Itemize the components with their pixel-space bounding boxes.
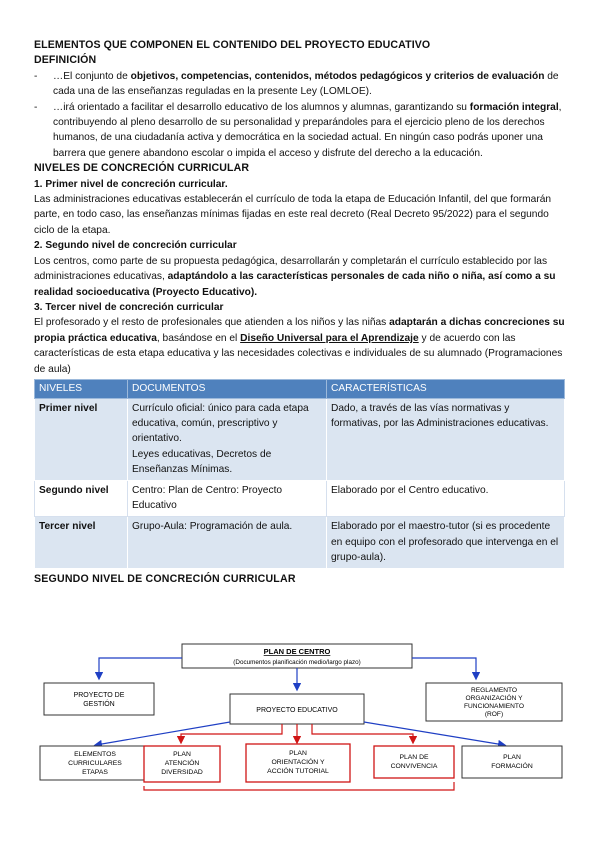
plan-centro-label: PLAN DE CENTRO — [263, 647, 331, 656]
definicion-bullet-2: - …irá orientado a facilitar el desarrollo educativo de los alumnos y alumnas, garantizando su formación integral, contribuyendo al pleno desarrollo de su personalidad y preparándoles para el ejercicio pleno de los derechos humanos, de una ciudadanía activa y democrática en la sociedad actual. En ningún caso podrás uponer una barrera que genere abandono escolar o impida el acceso y disfrute del derecho a la educación. — [34, 101, 562, 159]
svg-text:PLAN: PLAN — [289, 750, 307, 757]
nivel-1-text: Las administraciones educativas establecerán el currículo de toda la etapa de Educación Infantil, del que formarán parte, en todo caso, las enseñanzas mínimas fijadas en este real decreto (Real Decreto 95/2022) para el segundo ciclo de la etapa. — [34, 194, 552, 236]
proyecto-educativo-label: PROYECTO EDUCATIVO — [256, 707, 338, 714]
plan-centro-sublabel: (Documentos planificación medio/largo plazo) — [233, 659, 361, 666]
bullet-dash: - — [34, 101, 38, 113]
svg-text:DIVERSIDAD: DIVERSIDAD — [161, 769, 203, 776]
table-cell-nivel: Tercer nivel — [35, 517, 128, 569]
diagram-heading: SEGUNDO NIVEL DE CONCRECIÓN CURRICULAR — [34, 572, 296, 585]
table-cell-caracteristicas: Elaborado por el Centro educativo. — [327, 480, 565, 516]
svg-text:ETAPAS: ETAPAS — [82, 769, 108, 776]
plan-formacion-box — [462, 746, 562, 778]
svg-text:PLAN DE: PLAN DE — [399, 754, 429, 761]
table-cell-documentos: Centro: Plan de Centro: Proyecto Educativo — [128, 480, 327, 516]
niveles-heading: NIVELES DE CONCRECIÓN CURRICULAR — [34, 162, 250, 175]
arrow-to-convivencia — [312, 724, 413, 742]
bullet-dash: - — [34, 70, 38, 82]
dua-link-text: Diseño Universal para el Aprendizaje — [240, 332, 419, 344]
svg-text:ATENCIÓN: ATENCIÓN — [164, 760, 200, 767]
arrow-to-gestion — [99, 658, 182, 678]
svg-text:ACCIÓN TUTORIAL: ACCIÓN TUTORIAL — [267, 768, 329, 775]
table-header: NIVELES — [35, 379, 128, 398]
red-bracket — [144, 782, 454, 790]
table-cell-documentos: Grupo-Aula: Programación de aula. — [128, 517, 327, 569]
plan-convivencia-box — [374, 746, 454, 778]
svg-text:ORIENTACIÓN Y: ORIENTACIÓN Y — [271, 759, 325, 766]
nivel-2-text: Los centros, como parte de su propuesta pedagógica, desarrollarán y completarán el currículo establecido por las administraciones educativas, adaptándolo a las características personales de cada niño o niña, así como a su realidad socioeducativa (Proyecto Educativo). — [34, 255, 556, 298]
nivel-3-text: El profesorado y el resto de profesionales que atienden a los niños y las niñas adaptarán a dichas concreciones su propia práctica educativa, basándose en el Diseño Universal para el Aprendizaje y de acuerdo con las características de esta etapa educativa y las necesidades colectivas e individuales de su alumnado (Programaciones de aula) — [34, 317, 565, 375]
svg-text:CONVIVENCIA: CONVIVENCIA — [390, 763, 438, 770]
svg-text:PLAN: PLAN — [503, 754, 521, 761]
levels-table — [34, 379, 565, 569]
definicion-bullet-1: - …El conjunto de objetivos, competencias, contenidos, métodos pedagógicos y criterios de evaluación de cada una de las enseñanzas reguladas en la presente Ley (LOMLOE). — [34, 70, 559, 98]
svg-text:PROYECTO DE: PROYECTO DE — [73, 692, 125, 699]
table-cell-nivel: Segundo nivel — [35, 480, 128, 516]
svg-text:FORMACIÓN: FORMACIÓN — [491, 763, 533, 770]
arrow-to-rof — [412, 658, 476, 678]
svg-text:(ROF): (ROF) — [484, 711, 504, 718]
table-cell-documentos: Currículo oficial: único para cada etapa educativa, común, prescriptivo y orientativo. Leyes educativas, Decretos de Enseñanzas Mínimas. — [128, 398, 327, 480]
nivel-1-title: 1. Primer nivel de concreción curricular. — [34, 178, 228, 190]
plan-centro-diagram — [34, 640, 574, 800]
svg-text:REGLAMENTO: REGLAMENTO — [470, 687, 518, 694]
svg-text:GESTIÓN: GESTIÓN — [83, 701, 115, 708]
document-page — [34, 38, 569, 587]
table-header-row — [35, 379, 565, 398]
svg-text:PLAN: PLAN — [173, 751, 191, 758]
nivel-2-title: 2. Segundo nivel de concreción curricular — [34, 240, 237, 252]
svg-text:CURRICULARES: CURRICULARES — [68, 760, 122, 767]
svg-text:ORGANIZACIÓN Y: ORGANIZACIÓN Y — [465, 695, 523, 702]
nivel-3-title: 3. Tercer nivel de concreción curricular — [34, 301, 224, 313]
table-header: DOCUMENTOS — [128, 379, 327, 398]
table-cell-caracteristicas: Dado, a través de las vías normativas y formativas, por las Administraciones educativas. — [327, 398, 565, 480]
table-cell-nivel: Primer nivel — [35, 398, 128, 480]
table-cell-caracteristicas: Elaborado por el maestro-tutor (si es procedente en equipo con el profesorado que intervenga en el grupo-aula). — [327, 517, 565, 569]
table-row — [35, 480, 565, 516]
document-title: ELEMENTOS QUE COMPONEN EL CONTENIDO DEL PROYECTO EDUCATIVO — [34, 39, 431, 51]
svg-text:FUNCIONAMIENTO: FUNCIONAMIENTO — [464, 703, 524, 710]
definicion-heading: DEFINICIÓN — [34, 54, 97, 67]
proyecto-gestion-box — [44, 683, 154, 715]
table-header: CARACTERÍSTICAS — [327, 379, 565, 398]
arrow-to-atencion — [181, 724, 282, 742]
table-row — [35, 398, 565, 480]
svg-text:ELEMENTOS: ELEMENTOS — [74, 751, 116, 758]
table-row — [35, 517, 565, 569]
